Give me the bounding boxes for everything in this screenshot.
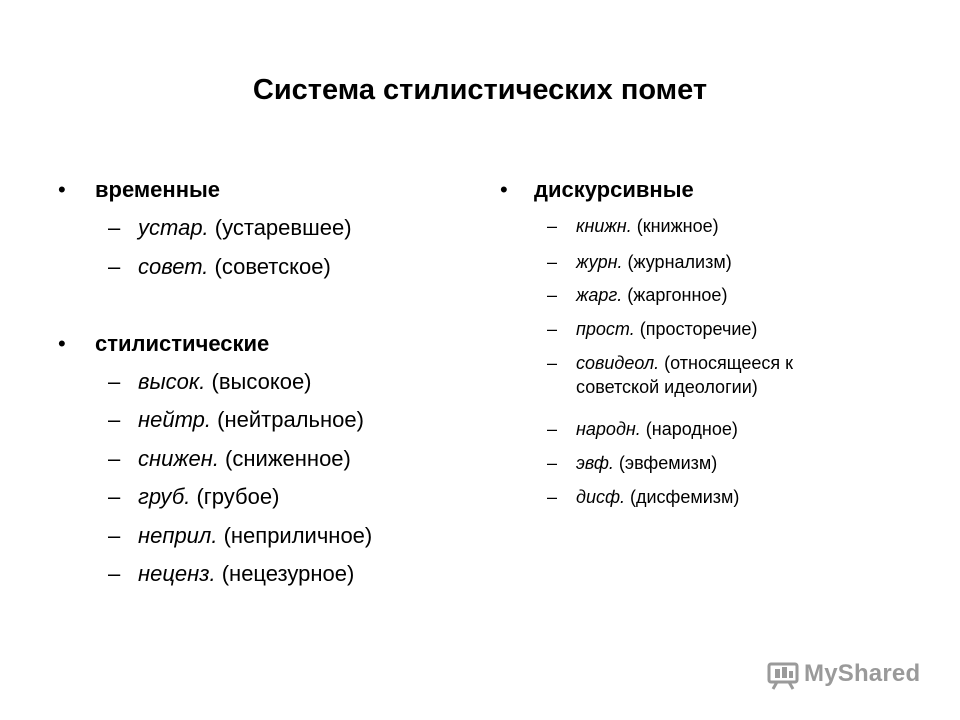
sub-item-abbr: неприл. <box>138 523 218 548</box>
sub-item-abbr: жарг. <box>576 285 623 305</box>
sub-item-full: (устаревшее) <box>208 215 352 240</box>
sub-item-abbr: совидеол. <box>576 353 660 373</box>
dash: – <box>547 353 558 373</box>
bullet-heading: стилистические <box>95 331 270 356</box>
dash: – <box>547 216 558 236</box>
sub-item-full: (нецезурное) <box>215 561 355 586</box>
dash: – <box>547 319 558 339</box>
sub-item-full: (относящееся к советской идеологии) <box>576 353 793 397</box>
sub-item-abbr: груб. <box>138 484 191 509</box>
dash: – <box>547 285 558 305</box>
dash: – <box>108 446 121 471</box>
dash: – <box>108 561 121 586</box>
sub-item-full: (дисфемизм) <box>625 487 740 507</box>
myshared-watermark[interactable] <box>766 654 920 694</box>
dash: – <box>108 523 121 548</box>
watermark-text: MyShared <box>804 660 921 687</box>
sub-item-abbr: дисф. <box>576 487 625 507</box>
bullet-heading: дискурсивные <box>534 177 694 202</box>
dash: – <box>108 407 121 432</box>
sub-item-full: (народное) <box>640 419 738 439</box>
sub-item-abbr: высок. <box>138 369 206 394</box>
dash: – <box>108 369 121 394</box>
sub-item-abbr: книжн. <box>576 216 632 236</box>
dash: – <box>547 487 558 507</box>
bullet-dot: • <box>500 177 508 202</box>
sub-item-full: (журнализм) <box>622 252 732 272</box>
sub-item-full: (жаргонное) <box>622 285 728 305</box>
sub-item-full: (эвфемизм) <box>613 453 718 473</box>
sub-item-full: (книжное) <box>631 216 719 236</box>
sub-item-abbr: нейтр. <box>138 407 212 432</box>
sub-item-full: (советское) <box>208 254 331 279</box>
sub-item-full: (сниженное) <box>218 446 351 471</box>
sub-item-abbr: эвф. <box>576 453 614 473</box>
sub-item-full: (нейтральное) <box>211 407 364 432</box>
myshared-logo-icon <box>766 657 800 691</box>
sub-item-abbr: снижен. <box>138 446 219 471</box>
bullet-dot: • <box>58 331 66 356</box>
bullet-dot: • <box>58 177 66 202</box>
dash: – <box>108 215 121 240</box>
sub-item-abbr: совет. <box>138 254 209 279</box>
sub-item-full: (высокое) <box>205 369 312 394</box>
sub-item-abbr: журн. <box>576 252 623 272</box>
sub-item-abbr: прост. <box>576 319 635 339</box>
dash: – <box>108 254 121 279</box>
sub-item-full: (грубое) <box>190 484 280 509</box>
slide-title: Система стилистических помет <box>252 74 708 106</box>
dash: – <box>547 419 558 439</box>
sub-item-abbr: неценз. <box>138 561 216 586</box>
sub-item-abbr: устар. <box>138 215 209 240</box>
sub-item-full: (неприличное) <box>217 523 373 548</box>
bullet-heading: временные <box>95 177 221 202</box>
dash: – <box>108 484 121 509</box>
sub-item-full: (просторечие) <box>634 319 758 339</box>
dash: – <box>547 252 558 272</box>
dash: – <box>547 453 558 473</box>
sub-item-abbr: народн. <box>576 419 641 439</box>
